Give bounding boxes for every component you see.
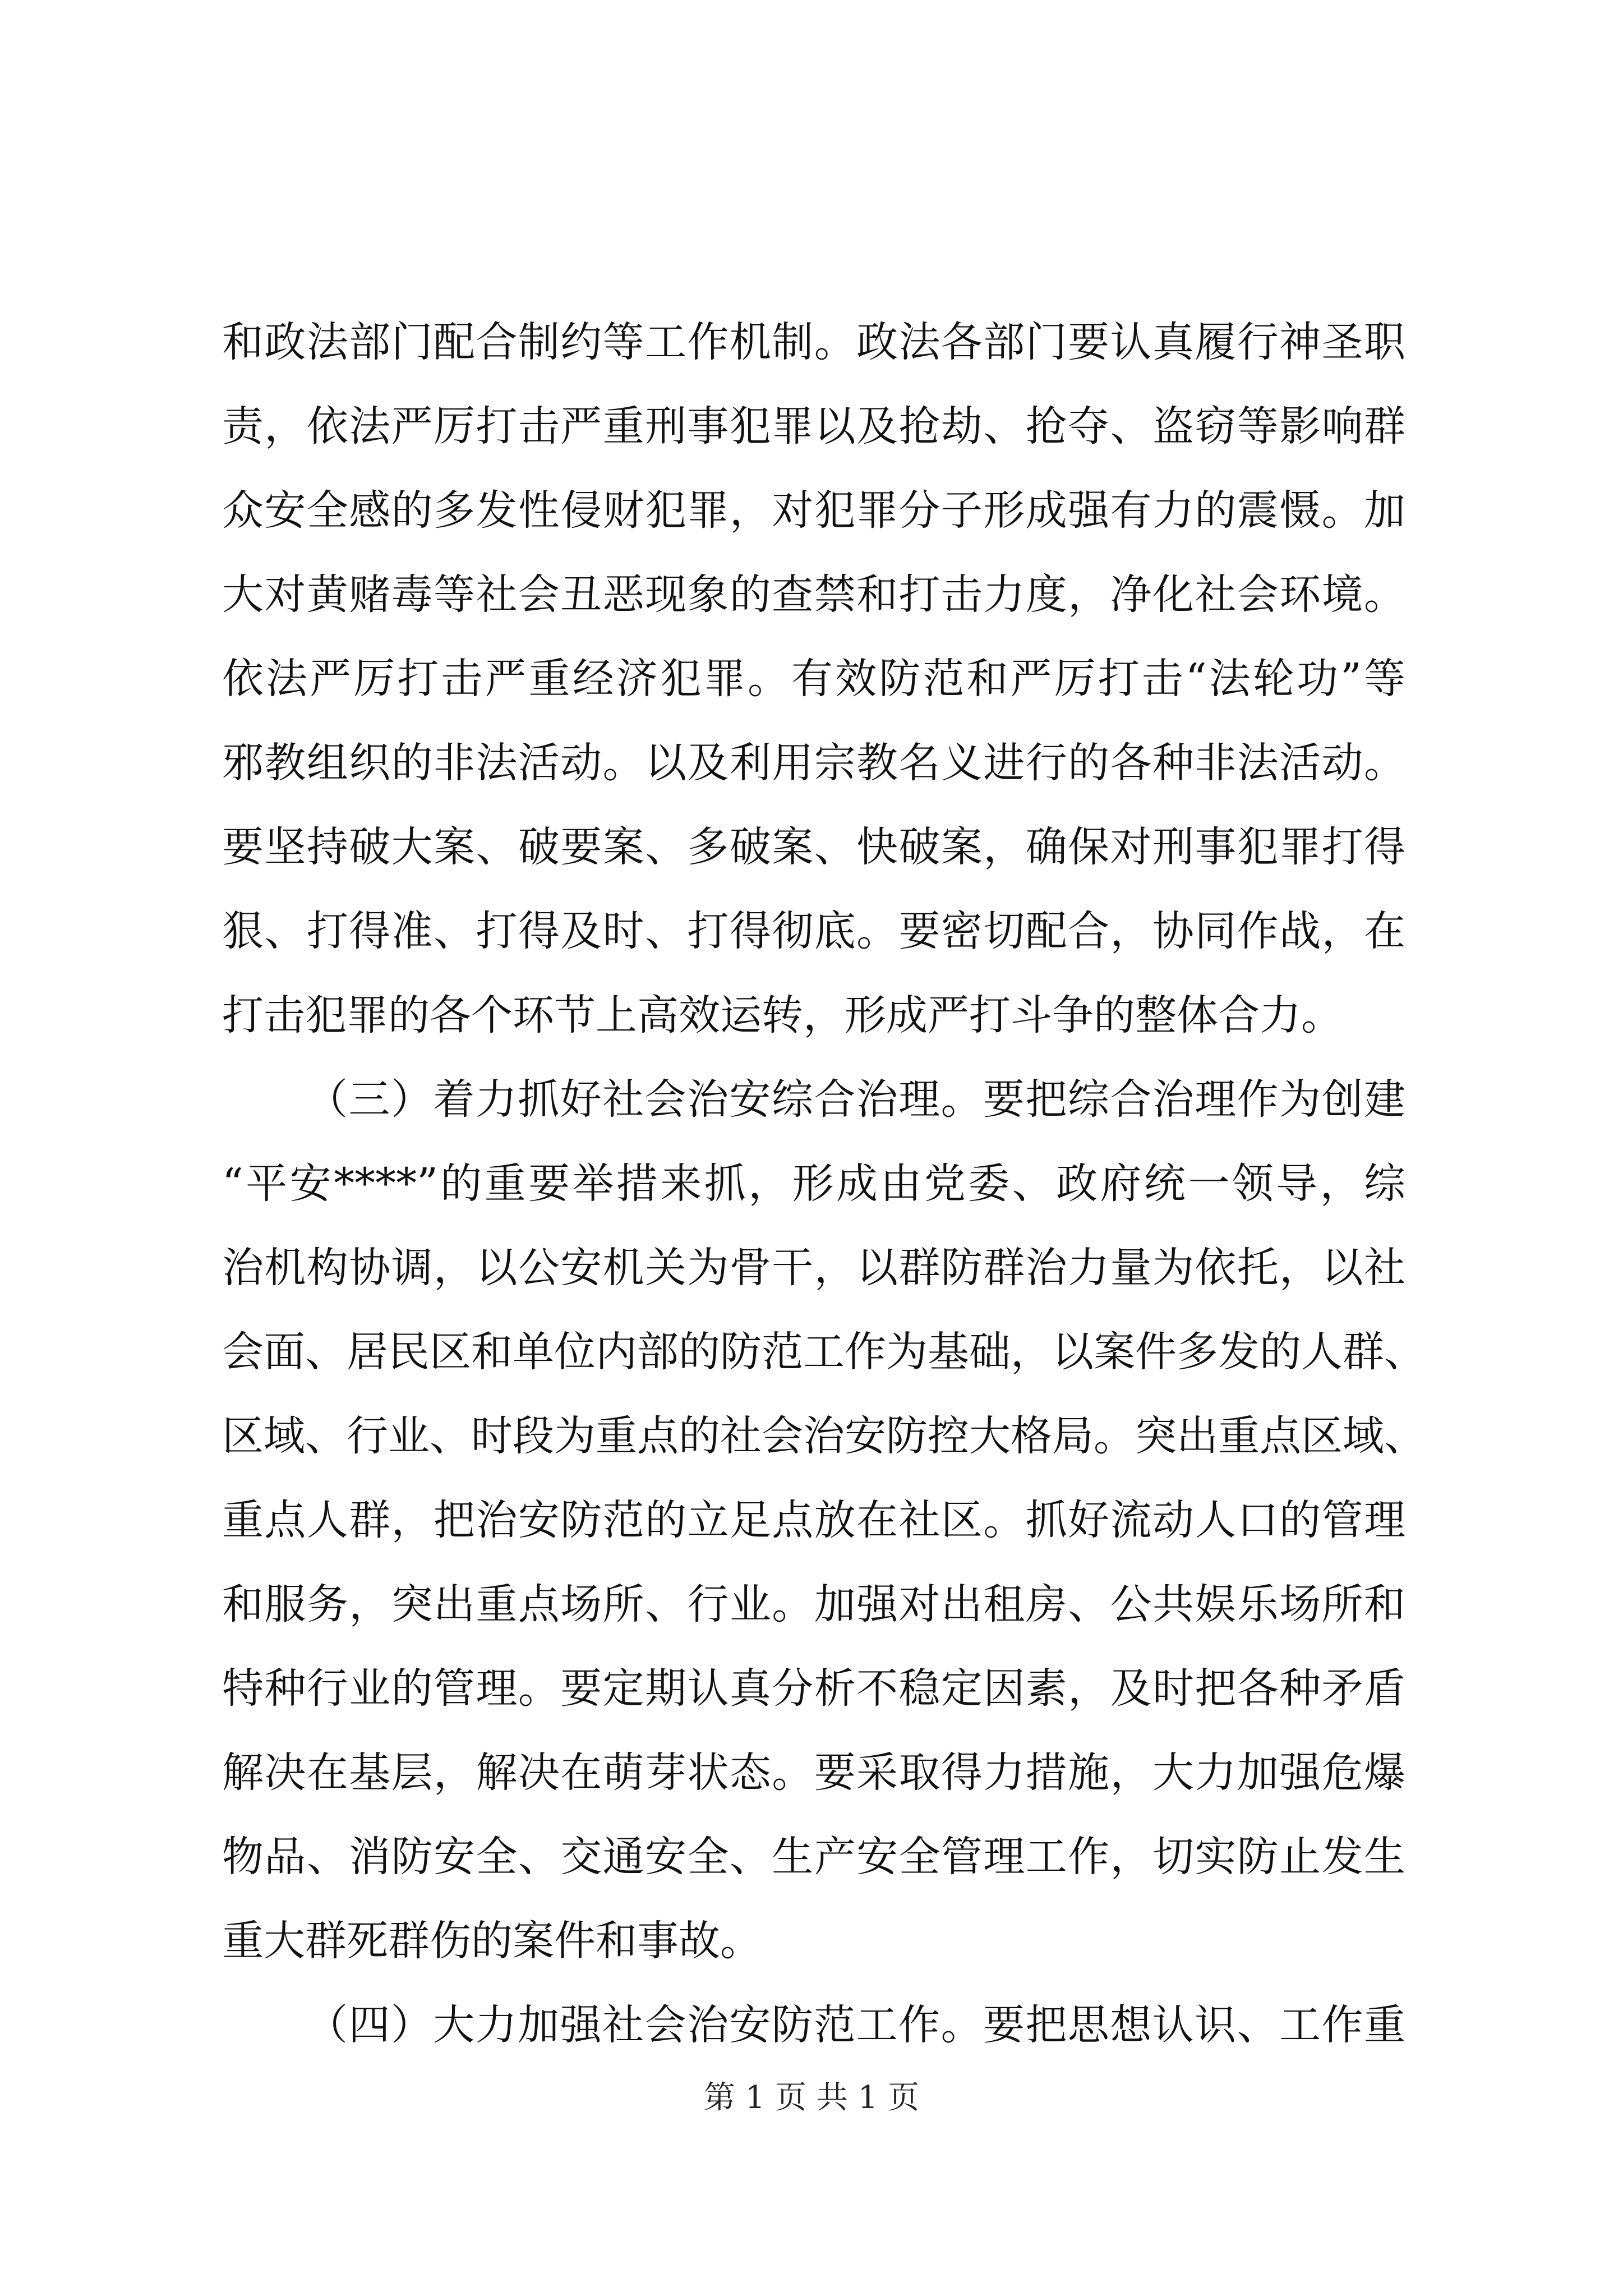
text-line: 要坚持破大案、破要案、多破案、快破案，确保对刑事犯罪打得 — [222, 823, 1405, 871]
section-heading-line: （四）大力加强社会治安防范工作。要把思想认识、工作重 — [306, 2001, 1405, 2049]
text-line: 解决在基层，解决在萌芽状态。要采取得力措施，大力加强危爆 — [222, 1749, 1405, 1797]
text-line: 物品、消防安全、交通安全、生产安全管理工作，切实防止发生 — [222, 1833, 1405, 1881]
section-heading-line: （三）着力抓好社会治安综合治理。要把综合治理作为创建 — [306, 1075, 1405, 1124]
text-line: 和政法部门配合制约等工作机制。政法各部门要认真履行神圣职 — [222, 318, 1405, 366]
text-line: 治机构协调，以公安机关为骨干，以群防群治力量为依托，以社 — [222, 1244, 1405, 1292]
text-line: 大对黄赌毒等社会丑恶现象的查禁和打击力度，净化社会环境。 — [222, 570, 1405, 619]
page-footer: 第 1 页 共 1 页 — [703, 2079, 920, 2116]
text-line: 特种行业的管理。要定期认真分析不稳定因素，及时把各种矛盾 — [222, 1664, 1405, 1713]
text-line: 众安全感的多发性侵财犯罪，对犯罪分子形成强有力的震慑。加 — [222, 486, 1405, 535]
text-line: 邪教组织的非法活动。以及利用宗教名义进行的各种非法活动。 — [222, 739, 1405, 787]
text-line: 狠、打得准、打得及时、打得彻底。要密切配合，协同作战，在 — [222, 907, 1405, 955]
text-line: 重大群死群伤的案件和事故。 — [222, 1917, 762, 1965]
text-line: “平安****”的重要举措来抓，形成由党委、政府统一领导，综 — [222, 1159, 1405, 1208]
text-line: 会面、居民区和单位内部的防范工作为基础，以案件多发的人群、 — [222, 1328, 1426, 1376]
text-line: 依法严厉打击严重经济犯罪。有效防范和严厉打击“法轮功”等 — [222, 655, 1405, 703]
text-line: 重点人群，把治安防范的立足点放在社区。抓好流动人口的管理 — [222, 1496, 1405, 1544]
document-body — [222, 300, 1426, 2067]
text-line: 和服务，突出重点场所、行业。加强对出租房、公共娱乐场所和 — [222, 1580, 1405, 1628]
text-line: 责，依法严厉打击严重刑事犯罪以及抢劫、抢夺、盗窃等影响群 — [222, 402, 1405, 450]
text-line: 打击犯罪的各个环节上高效运转，形成严打斗争的整体合力。 — [222, 991, 1343, 1039]
text-line: 区域、行业、时段为重点的社会治安防控大格局。突出重点区域、 — [222, 1412, 1426, 1460]
